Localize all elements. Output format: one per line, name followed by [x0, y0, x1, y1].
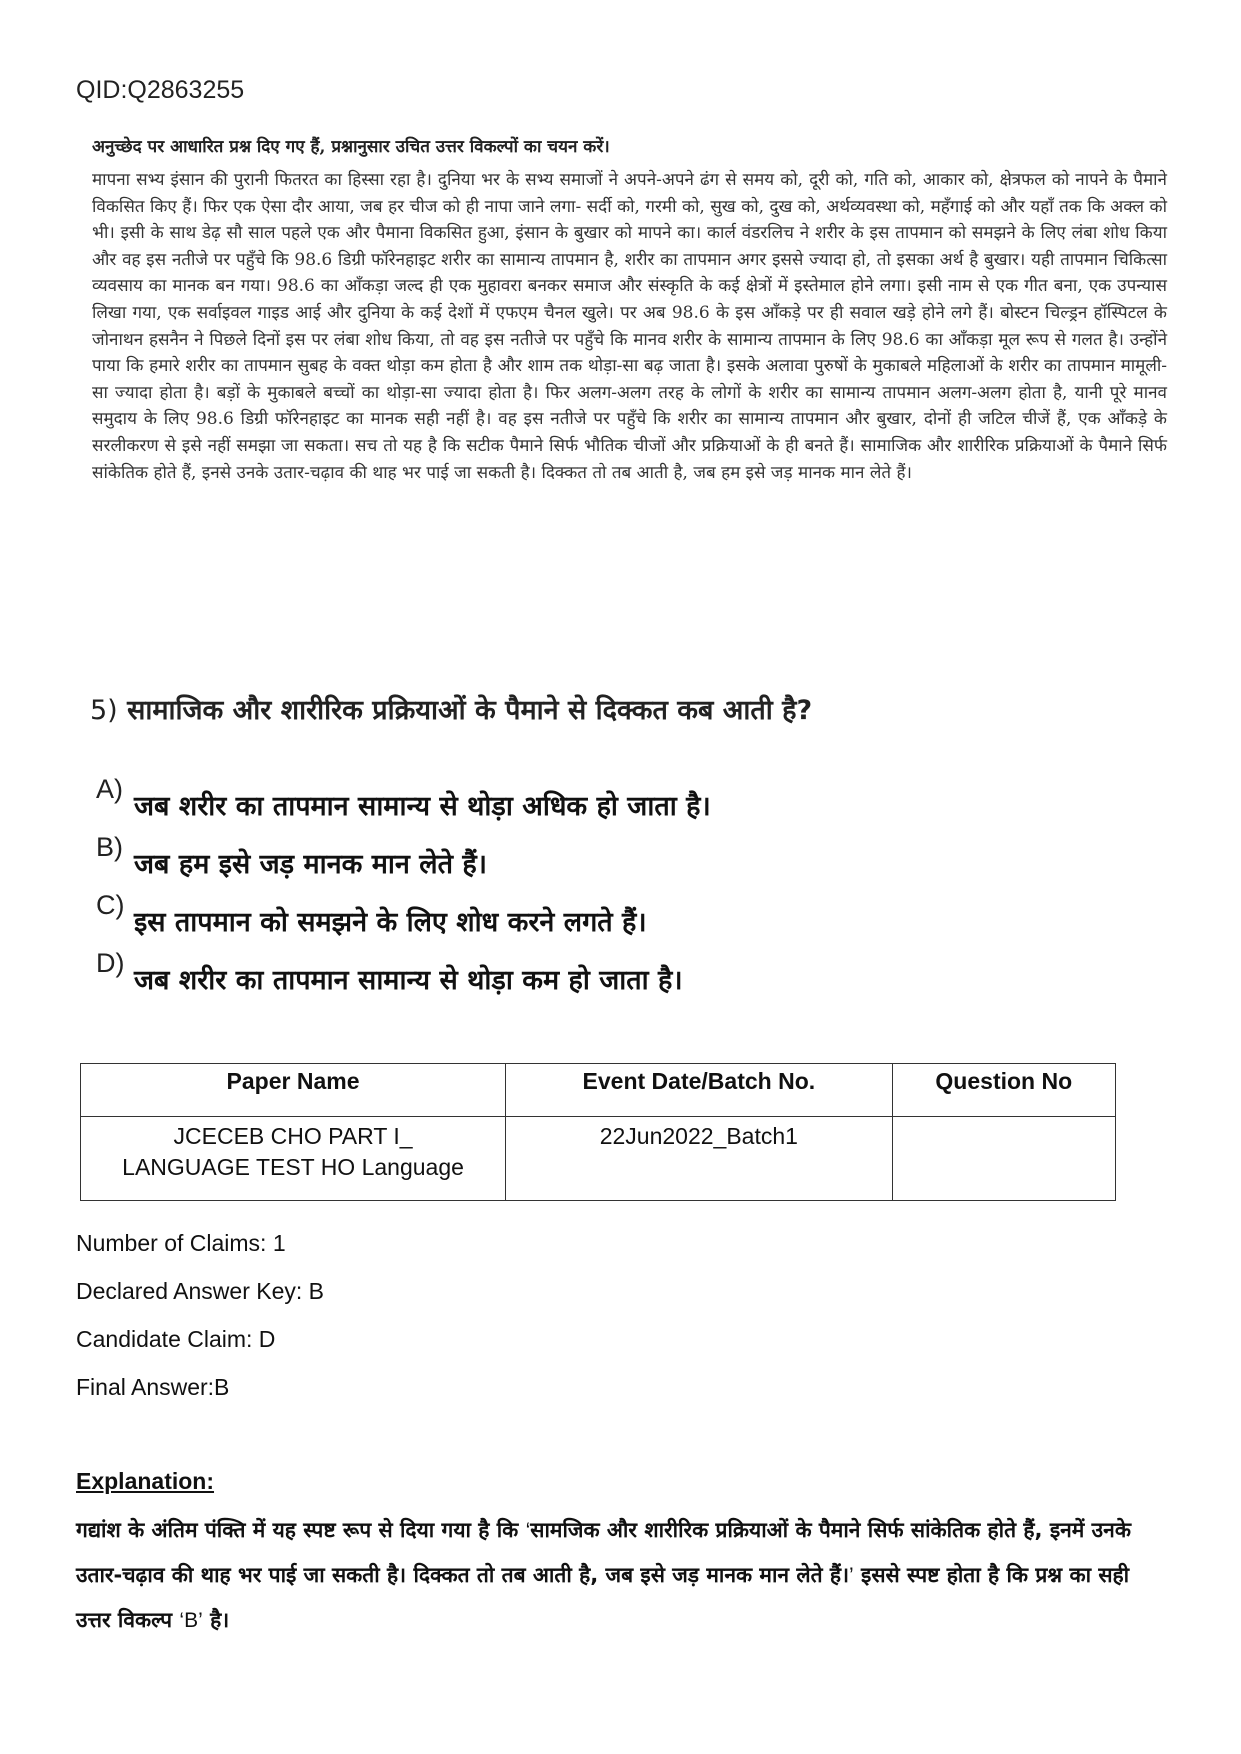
- options-list: [96, 774, 1176, 1012]
- option-text: जब शरीर का तापमान सामान्य से थोड़ा अधिक हो जाता है।: [134, 791, 711, 822]
- passage-instruction: अनुच्छेद पर आधारित प्रश्न दिए गए हैं, प्रश्नानुसार उचित उत्तर विकल्पों का चयन करें।: [92, 137, 610, 157]
- passage-text: मापना सभ्य इंसान की पुरानी फितरत का हिस्सा रहा है। दुनिया भर के सभ्य समाजों ने अपने-अपने ढंग से समय को, दूरी को, गति को, आकार को, क्षेत्रफल को नापने के पैमाने विकसित किए हैं। फिर एक ऐसा दौर आया, जब हर चीज को ही नापा जाने लगा- सर्दी को, गरमी को, सुख को, दुख को, अर्थव्यवस्था को, महँगाई को और यहाँ तक कि अक्ल को भी। इसी के साथ डेढ़ सौ साल पहले एक और पैमाना विकसित हुआ, इंसान के बुखार को मापने का। कार्ल वंडरलिच ने शरीर के इस तापमान को समझने के लिए लंबा शोध किया और वह इस नतीजे पर पहुँचे कि 98.6 डिग्री फॉरेनहाइट शरीर का सामान्य तापमान है, शरीर का तापमान अगर इससे ज्यादा हो, तो इसका अर्थ है बुखार। यही तापमान चिकित्सा व्यवसाय का मानक बन गया। 98.6 का आँकड़ा जल्द ही एक मुहावरा बनकर समाज और संस्कृति के कई क्षेत्रों में इस्तेमाल होने लगा। इसी नाम से एक गीत बना, एक उपन्यास लिखा गया, एक सर्वाइवल गाइड आई और दुनिया के कई देशों में एफएम चैनल खुले। पर अब 98.6 के इस आँकड़े पर ही सवाल खड़े होने लगे हैं। बोस्टन चिल्ड्रन हॉस्पिटल के जोनाथन हसनैन ने पिछले दिनों इस पर लंबा शोध किया, तो वह इस नतीजे पर पहुँचे कि मानव शरीर के सामान्य तापमान के लिए 98.6 का आँकड़ा मूल रूप से गलत है। उन्होंने पाया कि हमारे शरीर का तापमान सुबह के वक्त थोड़ा कम होता है और शाम तक थोड़ा-सा बढ़ जाता है। इसके अलावा पुरुषों के मुकाबले महिलाओं के शरीर का तापमान मामूली-सा ज्यादा होता है। बड़ों के मुकाबले बच्चों का थोड़ा-सा ज्यादा होता है। फिर अलग-अलग तरह के लोगों के शरीर का सामान्य तापमान अलग-अलग होता है, यानी पूरे मानव समुदाय के लिए 98.6 डिग्री फॉरेनहाइट का मानक सही नहीं है। वह इस नतीजे पर पहुँचे कि शरीर का सामान्य तापमान और बुखार, दोनों ही जटिल चीजें हैं, एक आँकड़े के सरलीकरण से इसे नहीं समझा जा सकता। सच तो यह है कि सटीक पैमाने सिर्फ भौतिक चीजों और प्रक्रियाओं के ही बनते हैं। सामाजिक और शारीरिक प्रक्रियाओं के पैमाने सिर्फ सांकेतिक होते हैं, इनसे उनके उतार-चढ़ाव की थाह भर पाई जा सकती है। दिक्कत तो तब आती है, जब हम इसे जड़ मानक मान लेते हैं।: [92, 170, 1167, 483]
- option-b: [96, 832, 1176, 896]
- table-header-row: [81, 1064, 1116, 1117]
- quote-open: ‘: [525, 1519, 531, 1542]
- option-letter: D): [96, 948, 125, 978]
- question-text: सामाजिक और शारीरिक प्रक्रियाओं के पैमाने से दिक्कत कब आती है?: [127, 695, 813, 726]
- cell-event-date: 22Jun2022_Batch1: [506, 1117, 893, 1201]
- option-d: [96, 948, 1176, 1012]
- option-c: [96, 890, 1176, 954]
- cell-paper-name: [81, 1117, 506, 1201]
- question-number: 5): [90, 695, 118, 726]
- quote-close: ’: [849, 1564, 854, 1587]
- paper-name-line2: LANGUAGE TEST HO Language: [122, 1154, 464, 1180]
- header-question-no: Question No: [892, 1064, 1115, 1117]
- explanation-heading: Explanation:: [76, 1468, 215, 1494]
- option-text: इस तापमान को समझने के लिए शोध करने लगते हैं।: [134, 907, 647, 938]
- table-row: [81, 1117, 1116, 1201]
- paper-info-table: [80, 1063, 1116, 1201]
- explanation-part4: है।: [202, 1608, 230, 1632]
- declared-answer-key: Declared Answer Key: B: [76, 1278, 325, 1304]
- option-letter: A): [96, 774, 123, 804]
- explanation-quote: सामजिक और शारीरिक प्रक्रियाओं के पैमाने सिर्फ सांकेतिक होते हैं, इनमें उनके उतार-चढ़ाव की थाह भर पाई जा सकती है। दिक्कत तो तब आती है, जब इसे जड़ मानक मान लेते हैं।: [76, 1518, 1131, 1587]
- option-letter: B): [96, 832, 123, 862]
- header-paper-name: Paper Name: [81, 1064, 506, 1117]
- header-event-date: Event Date/Batch No.: [506, 1064, 893, 1117]
- claims-info: [76, 1230, 324, 1422]
- option-text: जब हम इसे जड़ मानक मान लेते हैं।: [134, 849, 487, 880]
- number-of-claims: Number of Claims: 1: [76, 1230, 286, 1256]
- option-text: जब शरीर का तापमान सामान्य से थोड़ा कम हो जाता है।: [134, 965, 683, 996]
- passage: [92, 135, 1167, 486]
- explanation-part1: गद्यांश के अंतिम पंक्ति में यह स्पष्ट रूप से दिया गया है कि: [76, 1518, 526, 1542]
- candidate-claim: Candidate Claim: D: [76, 1326, 276, 1352]
- explanation-part3: इससे स्पष्ट होता है कि प्रश्न का सही उत्तर विकल्प: [76, 1563, 1130, 1632]
- paper-name-line1: JCECEB CHO PART I_: [173, 1123, 413, 1149]
- question-id: QID:Q2863255: [76, 76, 245, 104]
- explanation-answer: ‘B’: [179, 1609, 203, 1632]
- explanation-text: [76, 1508, 1166, 1643]
- option-a: [96, 774, 1176, 838]
- question: [90, 690, 1170, 727]
- option-letter: C): [96, 890, 125, 920]
- cell-question-no: [892, 1117, 1115, 1201]
- final-answer: Final Answer:B: [76, 1374, 230, 1400]
